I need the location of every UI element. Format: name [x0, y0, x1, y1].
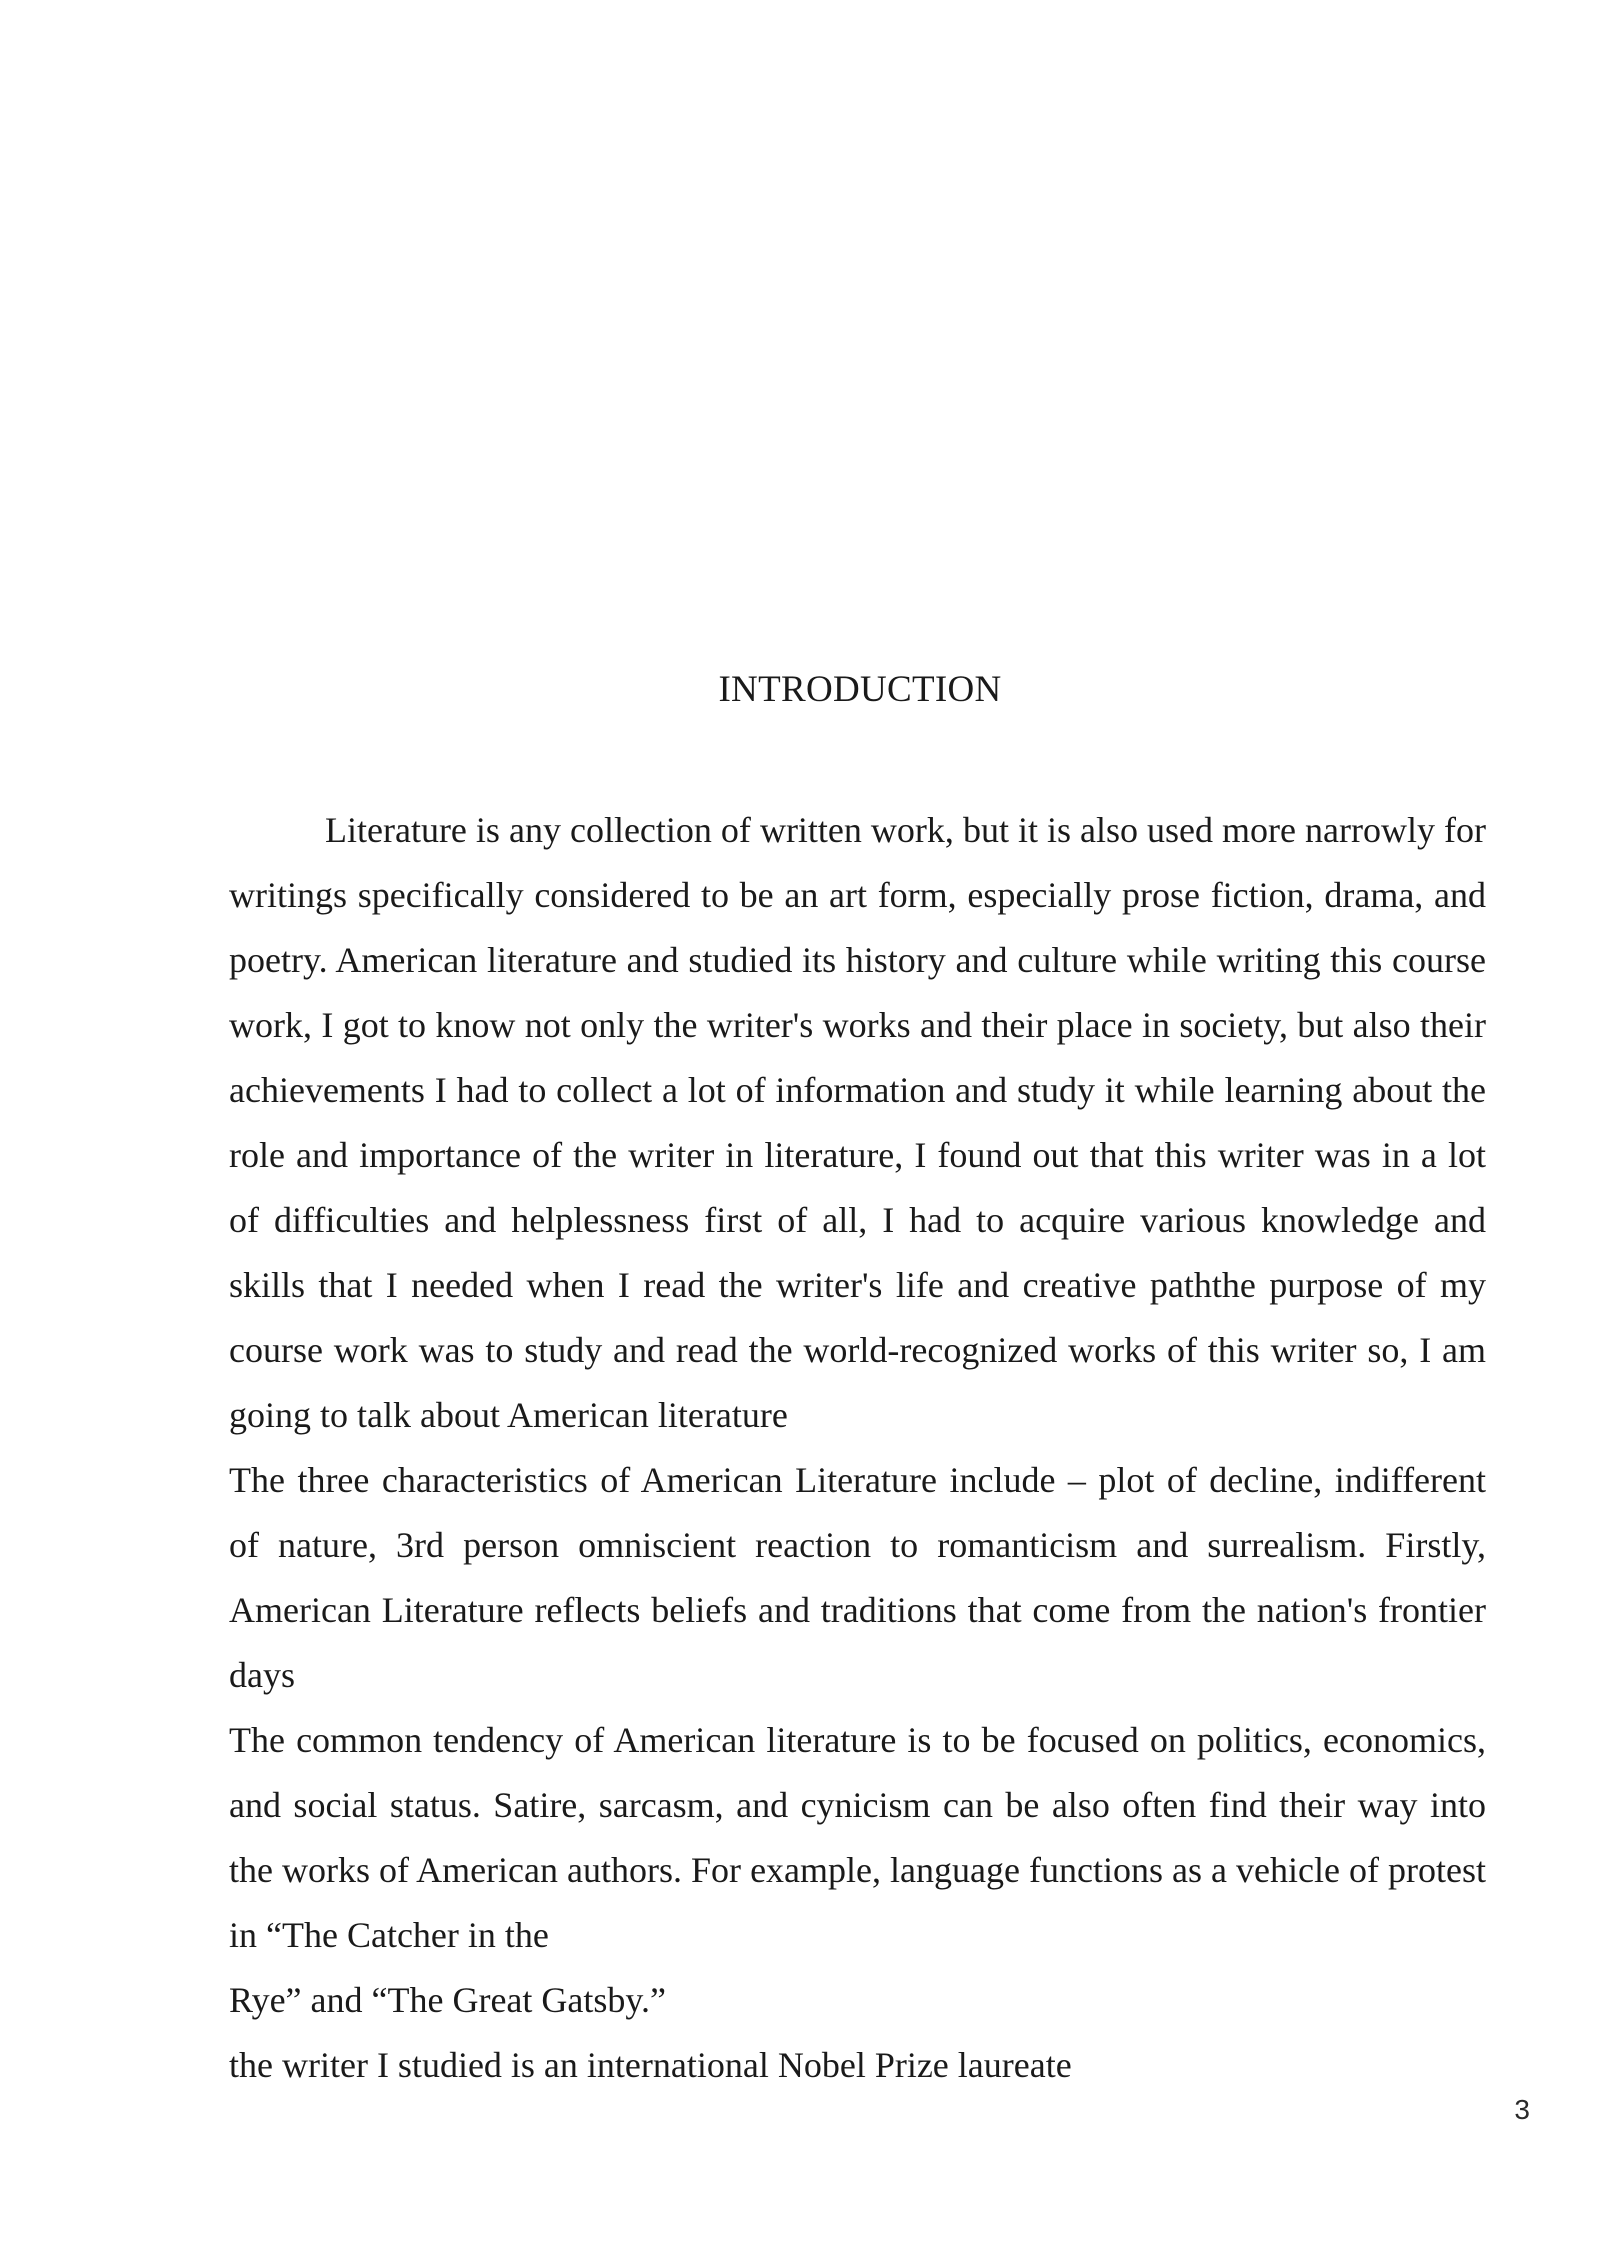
paragraph-laureate: the writer I studied is an international Nobel Prize laureate: [229, 2045, 1072, 2085]
body-text: [229, 798, 1486, 2098]
paragraph-intro: Literature is any collection of written work, but it is also used more narrowly for writings specifically considered to be an art form, especially prose fiction, drama, and poetry. American literature and studied its history and culture while writing this course work, I got to know not only the writer's works and their place in society, but also their achievements I had to collect a lot of information and study it while learning about the role and importance of the writer in literature, I found out that this writer was in a lot of difficulties and helplessness first of all, I had to acquire various knowledge and skills that I needed when I read the writer's life and creative paththe purpose of my course work was to study and read the world-recognized works of this writer so, I am going to talk about American literature: [229, 810, 1486, 1435]
paragraph-titles: Rye” and “The Great Gatsby.”: [229, 1980, 667, 2020]
paragraph-characteristics: The three characteristics of American Literature include – plot of decline, indifferent of nature, 3rd person omniscient reaction to romanticism and surrealism. Firstly, American Literature reflects beliefs and traditions that come from the nation's frontier days: [229, 1460, 1486, 1695]
page-number: 3: [1514, 2094, 1530, 2125]
paragraph-tendency: The common tendency of American literature is to be focused on politics, economics, and social status. Satire, sarcasm, and cynicism can be also often find their way into the works of American authors. For example, language functions as a vehicle of protest in “The Catcher in the: [229, 1720, 1486, 1955]
section-heading: INTRODUCTION: [718, 669, 1002, 710]
